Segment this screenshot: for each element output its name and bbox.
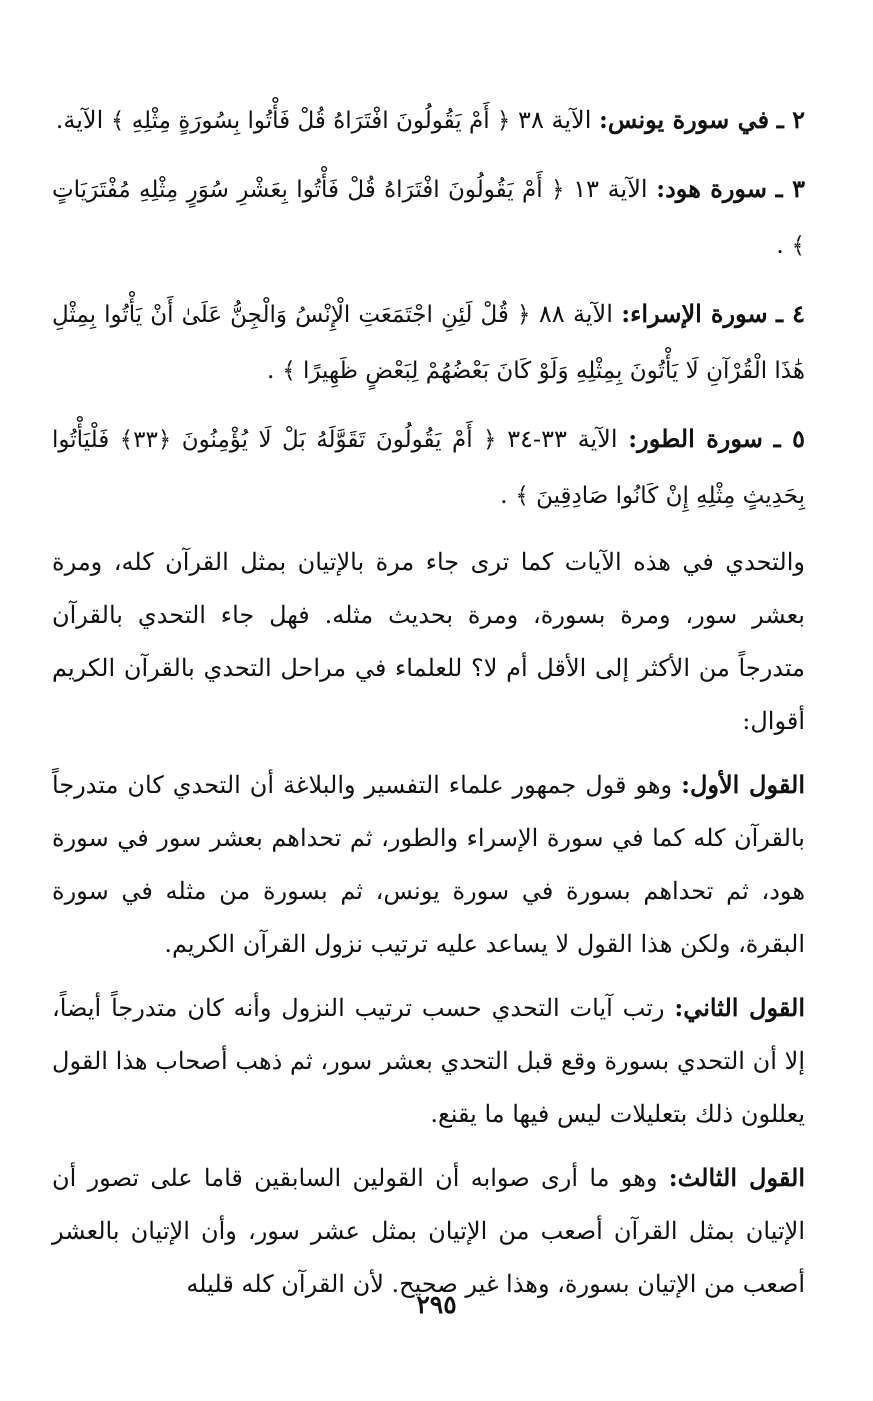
surah-label: في سورة يونس: <box>599 105 770 134</box>
item-tail: . <box>500 481 508 509</box>
quran-verse: ﴿ أَمْ يَقُولُونَ افْتَرَاهُ قُلْ فَأْتُوا بِعَشْرِ سُوَرٍ مِثْلِهِ مُفْتَرَيَاتٍ ﴾ <box>52 177 805 259</box>
item-number: ٢ ـ <box>776 105 805 134</box>
verse-item-5 <box>52 411 805 524</box>
paragraph-intro <box>52 536 805 748</box>
opinion-label: القول الأول: <box>681 770 805 799</box>
paragraph-text: وهو ما أرى صوابه أن القولين السابقين قاما على تصور أن الإتيان بمثل القرآن أصعب من الإتيان بمثل عشر سور، وأن الإتيان بالعشر أصعب من الإتيان بسورة، وهذا غير صحيح. لأن القرآن كله قليله <box>52 1164 805 1298</box>
item-tail: . <box>776 231 784 259</box>
paragraph-text: رتب آيات التحدي حسب ترتيب النزول وأنه كان متدرجاً أيضاً، إلا أن التحدي بسورة وقع قبل التحدي بعشر سور، ثم ذهب أصحاب هذا القول يعللون ذلك بتعليلات ليس فيها ما يقنع. <box>52 994 805 1128</box>
item-number: ٤ ـ <box>775 299 805 328</box>
paragraph-text: والتحدي في هذه الآيات كما ترى جاء مرة بالإتيان بمثل القرآن كله، ومرة بعشر سور، ومرة بسورة، ومرة بحديث مثله. فهل جاء التحدي بالقرآن متدرجاً من الأكثر إلى الأقل أم لا؟ للعلماء في مراحل التحدي بالقرآن الكريم أقوال: <box>52 548 805 735</box>
verse-reference: الآية ٨٨ <box>538 300 613 328</box>
verse-item-4 <box>52 286 805 399</box>
quran-verse: ﴿ أَمْ يَقُولُونَ تَقَوَّلَهُ بَلْ لَا يُؤْمِنُونَ ﴿٣٣﴾ فَلْيَأْتُوا بِحَدِيثٍ مِثْلِهِ إِنْ كَانُوا صَادِقِينَ ﴾ <box>52 427 805 509</box>
verse-reference: الآية ١٣ <box>573 175 648 203</box>
paragraph-text: وهو قول جمهور علماء التفسير والبلاغة أن التحدي كان متدرجاً بالقرآن كله كما في سورة الإسراء والطور، ثم تحداهم بعشر سور في سورة هود، ثم تحداهم بسورة في سورة يونس، ثم بسورة من مثله في سورة البقرة، ولكن هذا القول لا يساعد عليه ترتيب نزول القرآن الكريم. <box>52 771 805 958</box>
page-number: ٢٩٥ <box>416 1290 457 1319</box>
opinion-label: القول الثاني: <box>674 993 805 1022</box>
surah-label: سورة هود: <box>656 174 767 203</box>
quran-verse: ﴿ قُلْ لَئِنِ اجْتَمَعَتِ الْإِنْسُ وَالْجِنُّ عَلَىٰ أَنْ يَأْتُوا بِمِثْلِ هَٰذَا الْقُرْآنِ لَا يَأْتُونَ بِمِثْلِهِ وَلَوْ كَانَ بَعْضُهُمْ لِبَعْضٍ ظَهِيرًا ﴾ <box>52 302 805 384</box>
surah-label: سورة الإسراء: <box>621 299 768 328</box>
paragraph-second-opinion <box>52 981 805 1141</box>
item-tail: الآية. <box>55 106 104 134</box>
paragraph-third-opinion <box>52 1151 805 1311</box>
quran-verse: ﴿ أَمْ يَقُولُونَ افْتَرَاهُ قُلْ فَأْتُوا بِسُورَةٍ مِثْلِهِ ﴾ <box>110 108 511 134</box>
verse-reference: الآية ٣٨ <box>518 106 592 134</box>
verse-item-2 <box>52 92 805 149</box>
paragraph-first-opinion <box>52 758 805 971</box>
surah-label: سورة الطور: <box>628 424 763 453</box>
verse-item-3 <box>52 161 805 274</box>
item-number: ٥ ـ <box>773 424 806 453</box>
opinion-label: القول الثالث: <box>668 1163 805 1192</box>
verse-reference: الآية ٣٣-٣٤ <box>507 425 618 453</box>
item-number: ٣ ـ <box>775 174 805 203</box>
item-tail: . <box>266 356 275 384</box>
